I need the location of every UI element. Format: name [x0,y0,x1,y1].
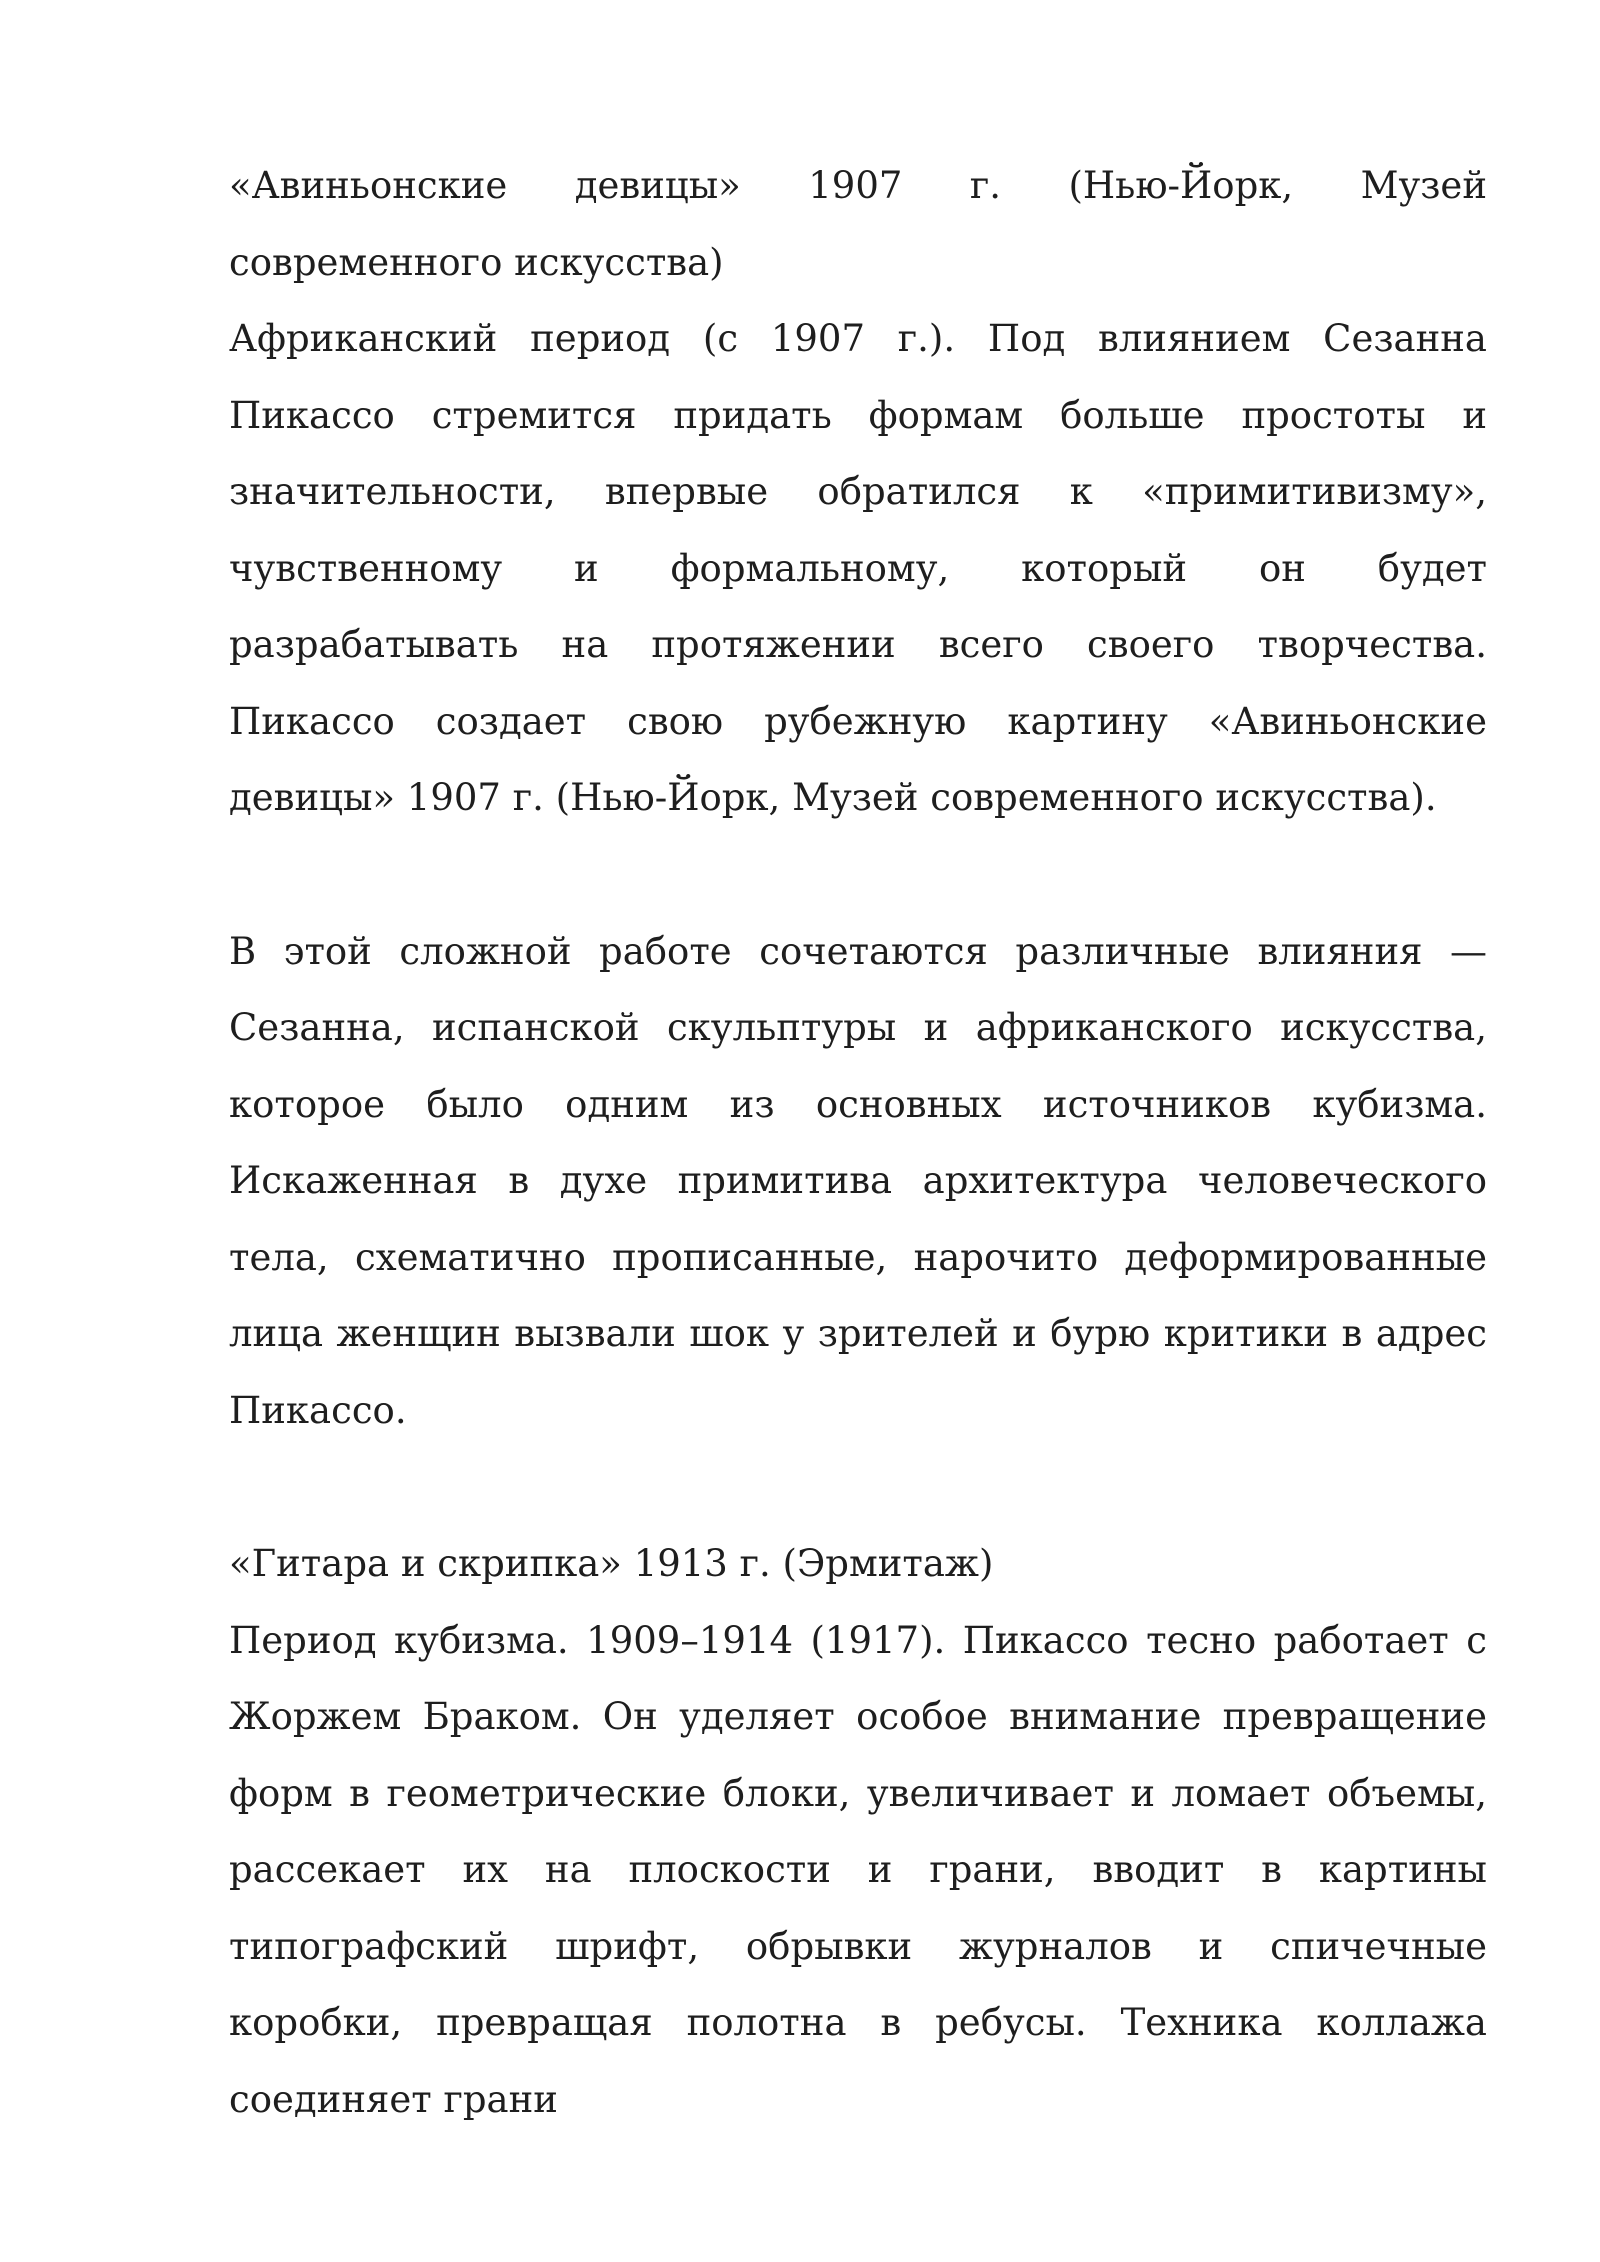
paragraph-african-period: Африканский период (с 1907 г.). Под влиянием Сезанна Пикассо стремится придать формам больше простоты и значительности, впервые обратился к «примитивизму», чувственному и формальному, который он будет разрабатывать на протяжении всего своего творчества. Пикассо создает свою рубежную картину «Авиньонские девицы» 1907 г. (Нью-Йорк, Музей современного искусства). [229,317,1487,819]
paragraph-influences: В этой сложной работе сочетаются различные влияния — Сезанна, испанской скульптуры и африканского искусства, которое было одним из основных источников кубизма. Искаженная в духе примитива архитектура человеческого тела, схематично прописанные, нарочито деформированные лица женщин вызвали шок у зрителей и бурю критики в адрес Пикассо. [229,929,1487,1432]
paragraph-cubism-period: Период кубизма. 1909–1914 (1917). Пикассо тесно работает с Жоржем Браком. Он уделяет особое внимание превращение форм в геометрические блоки, увеличивает и ломает объемы, рассекает их на плоскости и грани, вводит в картины типографский шрифт, обрывки журналов и спичечные коробки, превращая полотна в ребусы. Техника коллажа соединяет грани [229,1618,1487,2121]
caption-les-demoiselles: «Авиньонские девицы» 1907 г. (Нью-Йорк, Музей современного искусства) [229,164,1487,284]
caption-guitar-and-violin: «Гитара и скрипка» 1913 г. (Эрмитаж) [229,1542,994,1585]
text-column [229,148,1487,2138]
